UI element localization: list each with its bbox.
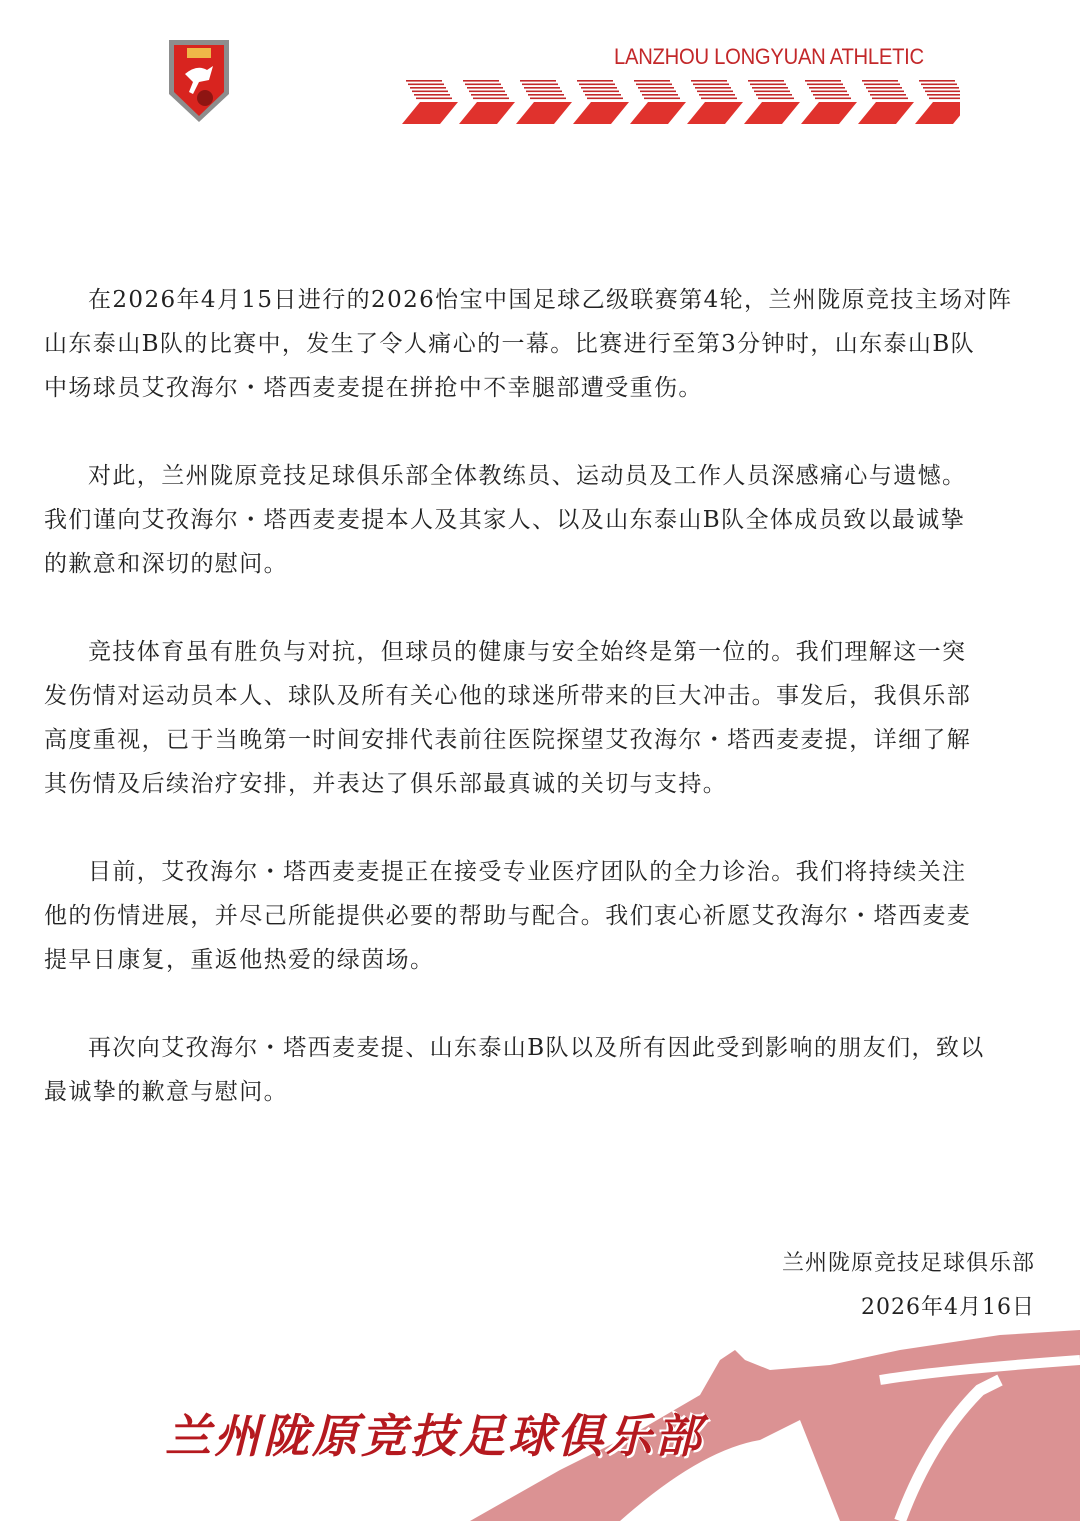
chevron-stripe: [636, 84, 672, 86]
chevron-stripe: [524, 87, 560, 89]
chevron-stripe: [577, 80, 613, 82]
paragraph-line: 发伤情对运动员本人、球队及所有关心他的球迷所带来的巨大冲击。事发后，我俱乐部: [44, 683, 972, 709]
chevron-stripe: [585, 94, 621, 96]
chevron-stripe: [469, 91, 505, 93]
chevron-stripe: [581, 87, 617, 89]
chevron-stripe: [583, 91, 619, 93]
chevron-stripe: [644, 98, 680, 100]
chevron-stripe: [579, 84, 615, 86]
paragraph-line: 最诚挚的歉意与慰问。: [44, 1079, 288, 1105]
chevron-stripe: [929, 98, 960, 100]
chevron-stripe: [809, 87, 845, 89]
signature-organization: 兰州陇原竞技足球俱乐部: [781, 1251, 1035, 1276]
chevron-stripe: [701, 98, 737, 100]
chevron-stripe: [406, 80, 442, 82]
chevron-shape: [573, 102, 629, 124]
chevron-stripe: [642, 94, 678, 96]
chevron-stripe: [868, 91, 904, 93]
chevron-stripe: [463, 80, 499, 82]
paragraph-line: 山东泰山B队的比赛中，发生了令人痛心的一幕。比赛进行至第3分钟时，山东泰山B队: [44, 331, 976, 357]
paragraph-line: 在2026年4月15日进行的2026怡宝中国足球乙级联赛第4轮，兰州陇原竞技主场对阵: [88, 287, 1013, 313]
paragraph-line: 中场球员艾孜海尔・塔西麦麦提在拼抢中不幸腿部遭受重伤。: [44, 375, 703, 401]
chevron-shape: [915, 102, 960, 124]
brand-name: LANZHOU LONGYUAN ATHLETIC: [614, 44, 924, 69]
chevron-stripe: [754, 91, 790, 93]
paragraph-line: 他的伤情进展，并尽己所能提供必要的帮助与配合。我们衷心祈愿艾孜海尔・塔西麦麦: [44, 903, 972, 929]
signature-date: 2026年4月16日: [861, 1295, 1035, 1320]
club-name-calligraphy: 兰州陇原竞技足球俱乐部: [165, 1409, 704, 1463]
chevron-stripe: [815, 98, 851, 100]
paragraph-line: 的歉意和深切的慰问。: [44, 551, 288, 577]
chevron-stripe: [526, 91, 562, 93]
chevron-stripe: [473, 98, 509, 100]
chevron-stripe: [414, 94, 450, 96]
paragraph: [44, 630, 1044, 806]
paragraph: [44, 850, 1044, 982]
chevron-shape: [516, 102, 572, 124]
paragraph-line: 其伤情及后续治疗安排，并表达了俱乐部最真诚的关切与支持。: [44, 771, 728, 797]
paragraph-line: 高度重视，已于当晚第一时间安排代表前往医院探望艾孜海尔・塔西麦麦提，详细了解: [44, 727, 972, 753]
paragraph-line: 再次向艾孜海尔・塔西麦麦提、山东泰山B队以及所有因此受到影响的朋友们，致以: [88, 1035, 985, 1061]
chevron-stripe: [699, 94, 735, 96]
chevron-shape: [858, 102, 914, 124]
chevron-stripe: [416, 98, 452, 100]
letter-body: [44, 278, 1044, 1158]
chevron-stripe: [866, 87, 902, 89]
chevron-stripe: [410, 87, 446, 89]
chevron-stripe: [408, 84, 444, 86]
chevron-stripe: [638, 87, 674, 89]
paragraph-line: 竞技体育虽有胜负与对抗，但球员的健康与安全始终是第一位的。我们理解这一突: [88, 639, 967, 665]
chevron-stripe: [640, 91, 676, 93]
chevron-stripe: [695, 87, 731, 89]
chevron-stripe: [758, 98, 794, 100]
chevron-stripe: [520, 80, 556, 82]
chevron-stripe: [921, 84, 957, 86]
chevron-stripe: [862, 80, 898, 82]
chevron-shape: [801, 102, 857, 124]
chevron-stripe: [811, 91, 847, 93]
paragraph-line: 我们谨向艾孜海尔・塔西麦麦提本人及其家人、以及山东泰山B队全体成员致以最诚挚: [44, 507, 966, 533]
chevron-shape: [687, 102, 743, 124]
paragraph-line: 提早日康复，重返他热爱的绿茵场。: [44, 947, 435, 973]
chevron-stripe: [925, 91, 960, 93]
chevron-stripe: [752, 87, 788, 89]
chevron-stripe: [748, 80, 784, 82]
chevron-stripe: [530, 98, 566, 100]
chevron-stripes-decoration: [400, 78, 960, 128]
chevron-shape: [459, 102, 515, 124]
chevron-stripe: [412, 91, 448, 93]
chevron-stripe: [697, 91, 733, 93]
chevron-stripe: [923, 87, 959, 89]
chevron-stripe: [756, 94, 792, 96]
chevron-stripe: [634, 80, 670, 82]
chevron-stripe: [864, 84, 900, 86]
club-crest-logo: [163, 36, 235, 124]
paragraph-line: 对此，兰州陇原竞技足球俱乐部全体教练员、运动员及工作人员深感痛心与遗憾。: [88, 463, 967, 489]
chevron-stripe: [471, 94, 507, 96]
chevron-shape: [630, 102, 686, 124]
paragraph: [44, 278, 1044, 410]
chevron-shape: [402, 102, 458, 124]
chevron-stripe: [872, 98, 908, 100]
chevron-stripe: [693, 84, 729, 86]
paragraph-line: 目前，艾孜海尔・塔西麦麦提正在接受专业医疗团队的全力诊治。我们将持续关注: [88, 859, 967, 885]
chevron-stripe: [870, 94, 906, 96]
chevron-stripe: [919, 80, 955, 82]
chevron-stripe: [587, 98, 623, 100]
chevron-stripe: [927, 94, 960, 96]
paragraph: [44, 1026, 1044, 1114]
paragraph: [44, 454, 1044, 586]
chevron-stripe: [805, 80, 841, 82]
chevron-stripe: [813, 94, 849, 96]
chevron-stripe: [522, 84, 558, 86]
chevron-stripe: [691, 80, 727, 82]
chevron-shape: [744, 102, 800, 124]
chevron-stripe: [465, 84, 501, 86]
chevron-stripe: [528, 94, 564, 96]
chevron-stripe: [750, 84, 786, 86]
chevron-stripe: [467, 87, 503, 89]
chevron-stripe: [807, 84, 843, 86]
